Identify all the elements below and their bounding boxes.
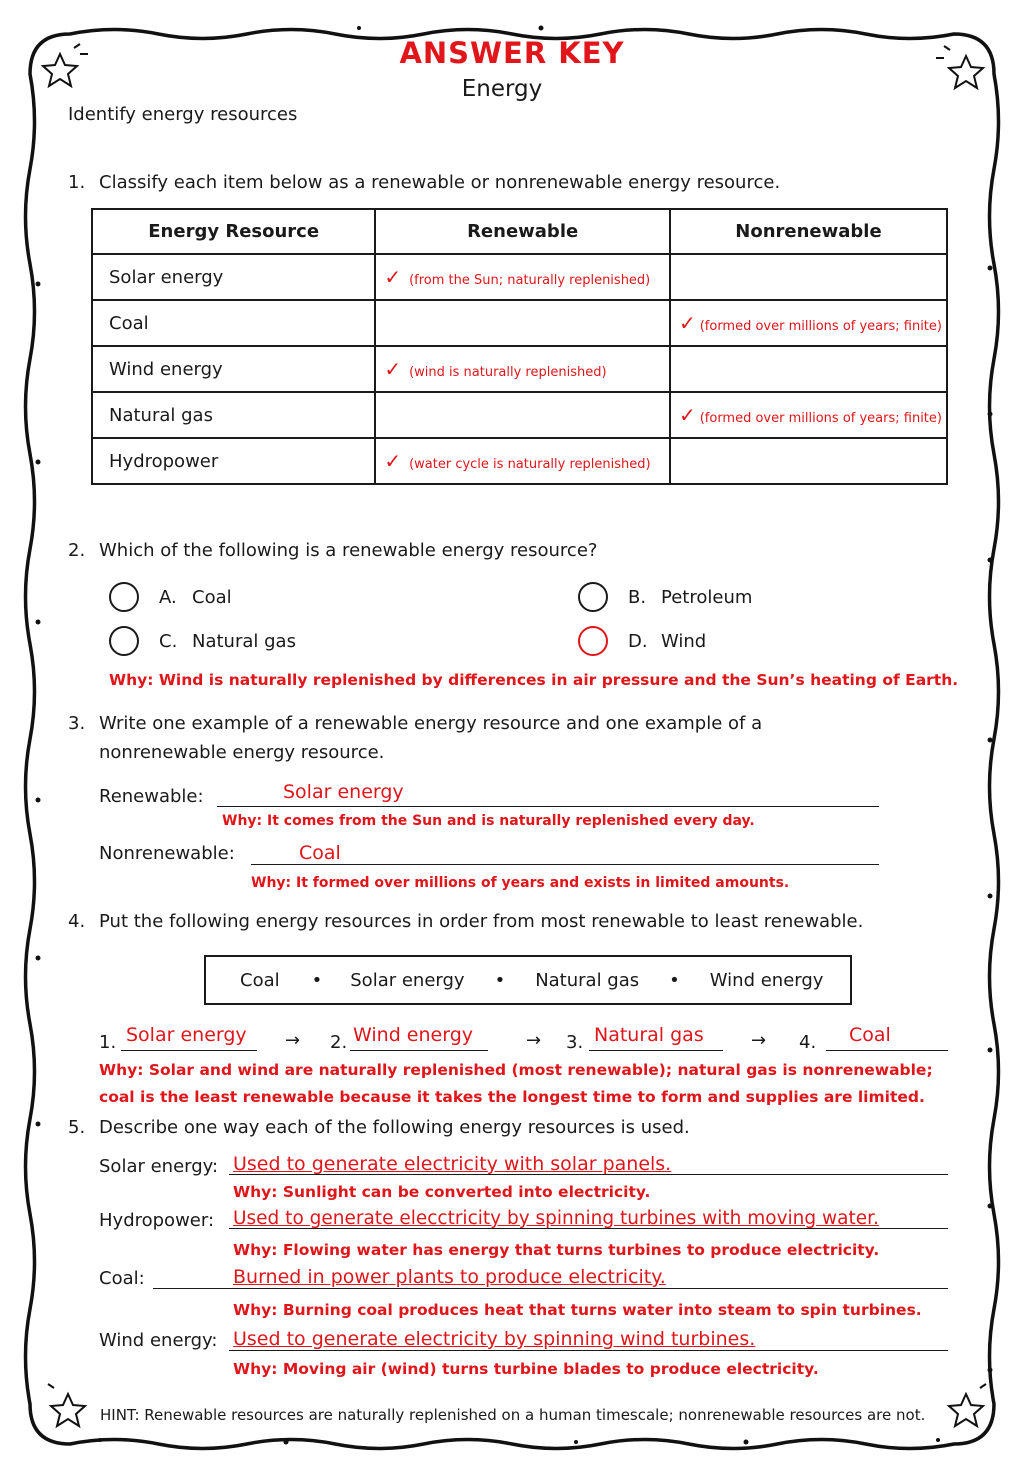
answer-line — [350, 1050, 488, 1051]
renewable-cell — [375, 392, 670, 438]
resource-cell: Hydropower — [92, 438, 375, 484]
use-label-wind: Wind energy: — [99, 1330, 218, 1351]
answer-line — [589, 1050, 723, 1051]
renewable-cell — [375, 346, 670, 392]
use-answer-wind[interactable]: Used to generate electricity by spinning wind turbines. — [233, 1328, 756, 1350]
question-text: Classify each item below as a renewable or nonrenewable energy resource. — [99, 172, 781, 193]
order-number: 2. — [330, 1032, 348, 1053]
answer-note: (wind is naturally replenished) — [409, 365, 607, 380]
resource-cell: Solar energy — [92, 254, 375, 300]
renewable-answer[interactable]: Solar energy — [283, 781, 404, 803]
bullet-icon: • — [494, 969, 506, 991]
order-answer-4[interactable]: Coal — [849, 1024, 891, 1046]
order-answer-3[interactable]: Natural gas — [594, 1024, 704, 1046]
radio-circle-selected[interactable] — [578, 626, 608, 656]
table-row — [92, 392, 947, 438]
option-c[interactable] — [109, 626, 296, 656]
nonrenewable-cell — [670, 438, 947, 484]
order-number: 4. — [799, 1032, 817, 1053]
answer-line — [153, 1288, 948, 1289]
check-icon: ✓ — [678, 311, 696, 335]
answer-note: (formed over millions of years; finite) — [699, 319, 942, 334]
q4-why-line2: coal is the least renewable because it takes the longest time to form and supplies are limited. — [99, 1088, 925, 1106]
order-number: 1. — [99, 1032, 117, 1053]
question-number: 4. — [68, 911, 86, 932]
question-number: 1. — [68, 172, 86, 193]
option-label: Coal — [192, 586, 232, 608]
column-header: Nonrenewable — [670, 209, 947, 254]
question-4 — [68, 911, 863, 932]
column-header: Renewable — [375, 209, 670, 254]
hint-text: HINT: Renewable resources are naturally replenished on a human timescale; nonrenewable resources are not. — [100, 1406, 926, 1424]
nonrenewable-why: Why: It formed over millions of years and exists in limited amounts. — [251, 875, 790, 891]
arrow-icon: → — [285, 1030, 301, 1051]
renewable-label: Renewable: — [99, 786, 204, 807]
check-icon: ✓ — [384, 265, 402, 289]
use-why-hydro: Why: Flowing water has energy that turns turbines to produce electricity. — [233, 1241, 880, 1259]
nonrenewable-cell — [670, 392, 947, 438]
q2-why: Why: Wind is naturally replenished by differences in air pressure and the Sun’s heating of Earth. — [109, 671, 959, 689]
option-letter: D. — [628, 630, 648, 652]
answer-line — [826, 1050, 948, 1051]
use-why-solar: Why: Sunlight can be converted into electricity. — [233, 1183, 651, 1201]
answer-line — [229, 1350, 948, 1351]
question-text: Which of the following is a renewable energy resource? — [99, 540, 598, 561]
question-text: Describe one way each of the following energy resources is used. — [99, 1117, 690, 1138]
question-3-line2: nonrenewable energy resource. — [99, 742, 385, 763]
order-answer-1[interactable]: Solar energy — [126, 1024, 247, 1046]
use-why-wind: Why: Moving air (wind) turns turbine blades to produce electricity. — [233, 1360, 819, 1378]
resource-cell: Coal — [92, 300, 375, 346]
option-a[interactable] — [109, 582, 232, 612]
answer-line — [217, 806, 879, 807]
question-3 — [68, 713, 762, 734]
word-bank-item: Solar energy — [350, 969, 465, 991]
use-answer-solar[interactable]: Used to generate electricity with solar panels. — [233, 1153, 672, 1175]
radio-circle[interactable] — [109, 582, 139, 612]
question-2 — [68, 540, 597, 561]
answer-note: (water cycle is naturally replenished) — [409, 457, 651, 472]
resource-cell: Natural gas — [92, 392, 375, 438]
word-bank-box — [204, 955, 852, 1005]
check-icon: ✓ — [678, 403, 696, 427]
resource-cell: Wind energy — [92, 346, 375, 392]
question-number: 2. — [68, 540, 86, 561]
use-why-coal: Why: Burning coal produces heat that turns water into steam to spin turbines. — [233, 1301, 922, 1319]
table-row — [92, 254, 947, 300]
use-label-coal: Coal: — [99, 1268, 145, 1289]
use-label-hydro: Hydropower: — [99, 1210, 215, 1231]
question-1 — [68, 172, 780, 193]
use-label-solar: Solar energy: — [99, 1156, 219, 1177]
option-letter: A. — [159, 586, 177, 608]
arrow-icon: → — [751, 1030, 767, 1051]
use-answer-hydro[interactable]: Used to generate elecctricity by spinning turbines with moving water. — [233, 1208, 879, 1229]
bullet-icon: • — [311, 969, 323, 991]
question-5 — [68, 1117, 690, 1138]
renewable-why: Why: It comes from the Sun and is naturally replenished every day. — [222, 813, 755, 829]
question-number: 3. — [68, 713, 86, 734]
option-d[interactable] — [578, 626, 706, 656]
option-letter: B. — [628, 586, 647, 608]
page-subtitle: Energy — [461, 76, 543, 102]
nonrenewable-answer[interactable]: Coal — [299, 842, 341, 864]
order-answer-2[interactable]: Wind energy — [353, 1024, 473, 1046]
table-header-row — [92, 209, 947, 254]
radio-circle[interactable] — [109, 626, 139, 656]
renewable-cell — [375, 438, 670, 484]
q4-why-line1: Why: Solar and wind are naturally replenished (most renewable); natural gas is nonrenewable; — [99, 1061, 933, 1079]
column-header: Energy Resource — [92, 209, 375, 254]
nonrenewable-cell — [670, 300, 947, 346]
answer-line — [251, 864, 879, 865]
radio-circle[interactable] — [578, 582, 608, 612]
answer-note: (from the Sun; naturally replenished) — [409, 273, 651, 288]
answer-key-title: ANSWER KEY — [399, 36, 625, 70]
use-answer-coal[interactable]: Burned in power plants to produce electricity. — [233, 1266, 666, 1288]
arrow-icon: → — [526, 1030, 542, 1051]
nonrenewable-cell — [670, 254, 947, 300]
bullet-icon: • — [669, 969, 680, 991]
table-row — [92, 346, 947, 392]
word-bank-item: Wind energy — [709, 969, 824, 991]
option-label: Wind — [661, 630, 707, 652]
option-label: Petroleum — [661, 586, 753, 608]
question-number: 5. — [68, 1117, 86, 1138]
table-row — [92, 300, 947, 346]
order-number: 3. — [566, 1032, 584, 1053]
table-row — [92, 438, 947, 484]
option-b[interactable] — [578, 582, 752, 612]
star-doodle-icon — [48, 1384, 85, 1426]
option-letter: C. — [159, 630, 178, 652]
word-bank-item: Natural gas — [535, 969, 640, 991]
check-icon: ✓ — [384, 449, 402, 473]
option-label: Natural gas — [192, 630, 296, 652]
classification-table — [91, 208, 948, 485]
question-text: Write one example of a renewable energy resource and one example of a — [99, 713, 763, 734]
nonrenewable-cell — [670, 346, 947, 392]
star-doodle-icon — [949, 1384, 986, 1426]
nonrenewable-label: Nonrenewable: — [99, 843, 235, 864]
word-bank-item: Coal — [240, 969, 280, 991]
renewable-cell — [375, 254, 670, 300]
question-text: Put the following energy resources in order from most renewable to least renewable. — [99, 911, 864, 932]
renewable-cell — [375, 300, 670, 346]
answer-note: (formed over millions of years; finite) — [699, 411, 942, 426]
answer-line — [121, 1050, 257, 1051]
instruction: Identify energy resources — [68, 104, 298, 125]
check-icon: ✓ — [384, 357, 402, 381]
